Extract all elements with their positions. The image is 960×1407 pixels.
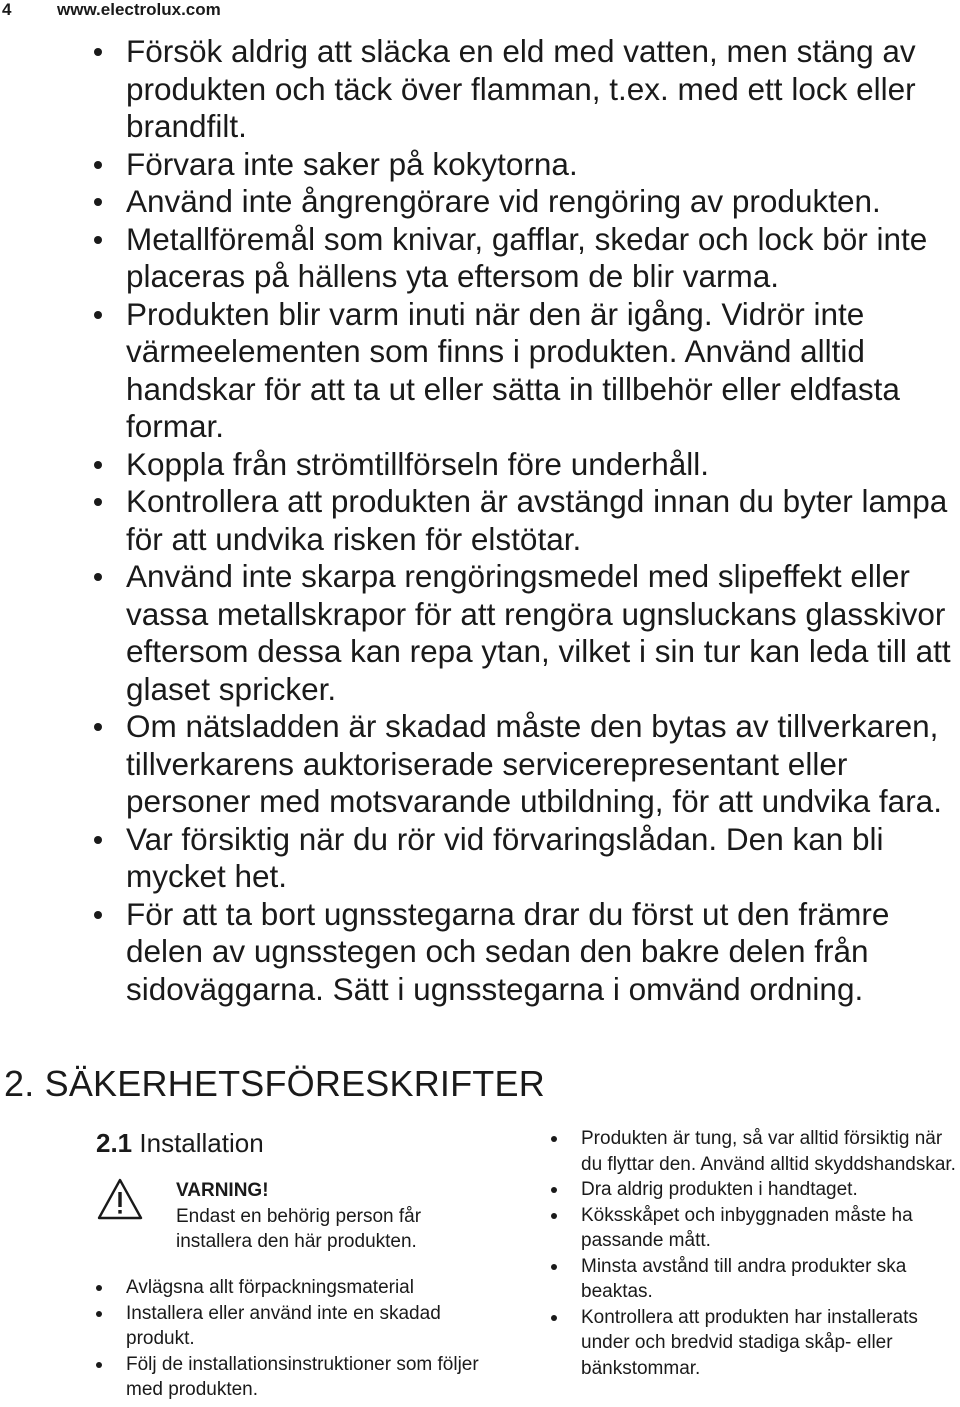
page-number: 4 xyxy=(2,0,12,19)
list-item: Installera eller använd inte en skadad produkt. xyxy=(96,1301,496,1352)
warning-heading: VARNING! xyxy=(176,1180,269,1201)
subsection-title xyxy=(96,1126,264,1160)
list-item: Försök aldrig att släcka en eld med vatten, men stäng av produkten och täck över flamman, t.ex. med ett lock eller brandfilt. xyxy=(0,33,960,146)
header-url: www.electrolux.com xyxy=(57,0,221,19)
installation-list-right xyxy=(551,1126,960,1381)
list-item: Kontrollera att produkten har installerats under och bredvid stadiga skåp- eller bänkstommar. xyxy=(551,1305,960,1382)
bullet-icon xyxy=(94,161,102,169)
subsection-number: 2.1 xyxy=(96,1128,133,1158)
list-item: Dra aldrig produkten i handtaget. xyxy=(551,1177,960,1203)
list-item: Produkten blir varm inuti när den är igång. Vidrör inte värmeelementen som finns i produkten. Använd alltid handskar för att ta ut eller sätta in tillbehör eller eldfasta formar. xyxy=(0,296,960,446)
installation-list-left xyxy=(96,1275,496,1403)
list-item: Köksskåpet och inbyggnaden måste ha passande mått. xyxy=(551,1203,960,1254)
bullet-icon xyxy=(94,198,102,206)
list-item: Använd inte skarpa rengöringsmedel med slipeffekt eller vassa metallskrapor för att rengöra ugnsluckans glasskivor eftersom dessa kan repa ytan, vilket i sin tur kan leda till att glaset spricker. xyxy=(0,558,960,708)
list-item: Var försiktig när du rör vid förvaringslådan. Den kan bli mycket het. xyxy=(0,821,960,896)
bullet-icon xyxy=(94,836,102,844)
bullet-icon xyxy=(94,573,102,581)
warning-text: Endast en behörig person får installera den här produkten. xyxy=(176,1206,422,1252)
bullet-icon xyxy=(96,1362,102,1368)
bullet-icon xyxy=(94,723,102,731)
bullet-icon xyxy=(551,1315,557,1321)
list-item: Minsta avstånd till andra produkter ska beaktas. xyxy=(551,1254,960,1305)
bullet-icon xyxy=(551,1264,557,1270)
bullet-icon xyxy=(96,1311,102,1317)
list-item: För att ta bort ugnsstegarna drar du först ut den främre delen av ugnsstegen och sedan den bakre delen från sidoväggarna. Sätt i ugnsstegarna i omvänd ordning. xyxy=(0,896,960,1009)
list-item: Använd inte ångrengörare vid rengöring av produkten. xyxy=(0,183,960,221)
list-item: Kontrollera att produkten är avstängd innan du byter lampa för att undvika risken för elstötar. xyxy=(0,483,960,558)
list-item: Avlägsna allt förpackningsmaterial xyxy=(96,1275,496,1301)
list-item: Om nätsladden är skadad måste den bytas av tillverkaren, tillverkarens auktoriserade servicerepresentant eller personer med motsvarande utbildning, för att undvika fara. xyxy=(0,708,960,821)
list-item: Förvara inte saker på kokytorna. xyxy=(0,146,960,184)
bullet-icon xyxy=(94,311,102,319)
bullet-icon xyxy=(551,1187,557,1193)
bullet-icon xyxy=(94,461,102,469)
bullet-icon xyxy=(551,1213,557,1219)
list-item: Produkten är tung, så var alltid försiktig när du flyttar den. Använd alltid skyddshandskar. xyxy=(551,1126,960,1177)
bullet-icon xyxy=(96,1285,102,1291)
list-item: Följ de installationsinstruktioner som följer med produkten. xyxy=(96,1352,496,1403)
list-item: Metallföremål som knivar, gafflar, skedar och lock bör inte placeras på hällens yta eftersom de blir varma. xyxy=(0,221,960,296)
bullet-icon xyxy=(94,498,102,506)
bullet-icon xyxy=(94,911,102,919)
list-item: Koppla från strömtillförseln före underhåll. xyxy=(0,446,960,484)
bullet-icon xyxy=(94,48,102,56)
subsection-label: Installation xyxy=(139,1128,264,1158)
safety-bullet-list xyxy=(0,33,960,1008)
bullet-icon xyxy=(94,236,102,244)
warning-triangle-icon xyxy=(96,1177,144,1221)
section-title: 2. SÄKERHETSFÖRESKRIFTER xyxy=(4,1063,545,1104)
bullet-icon xyxy=(551,1136,557,1142)
